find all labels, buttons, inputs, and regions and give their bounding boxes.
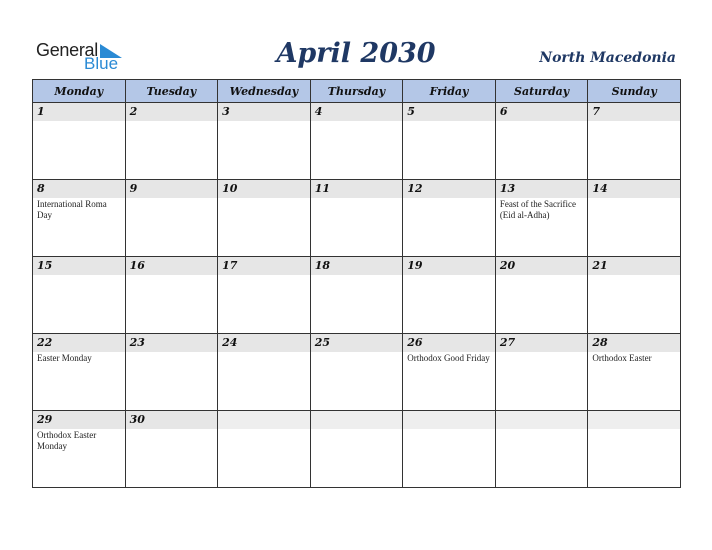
day-number: 23 [126,334,218,352]
calendar-day-cell [495,103,588,180]
holiday-label: Orthodox Easter Monday [37,430,97,451]
day-number: 30 [126,411,218,429]
calendar-day-cell [403,257,496,334]
calendar-day-cell [125,257,218,334]
calendar-day-cell [588,103,681,180]
weekday-header: Tuesday [125,80,218,103]
calendar-day-cell [588,180,681,257]
weekday-header: Saturday [495,80,588,103]
calendar-week-row [33,257,681,334]
day-number [311,411,403,429]
calendar-day-cell [125,334,218,411]
calendar-day-cell [33,257,126,334]
calendar-day-cell [588,411,681,488]
day-number [588,411,680,429]
calendar-day-cell [218,180,311,257]
day-number: 13 [496,180,588,198]
calendar-week-row [33,103,681,180]
day-number: 26 [403,334,495,352]
weekday-header: Thursday [310,80,403,103]
day-number: 24 [218,334,310,352]
day-number: 14 [588,180,680,198]
calendar-day-cell [125,180,218,257]
day-number: 3 [218,103,310,121]
day-number: 7 [588,103,680,121]
holiday-label: International Roma Day [37,199,107,220]
calendar-title: April 2030 [276,38,436,69]
day-number: 9 [126,180,218,198]
day-number [218,411,310,429]
calendar-week-row [33,180,681,257]
day-number: 18 [311,257,403,275]
calendar-week-row [33,411,681,488]
calendar-day-cell [33,334,126,411]
calendar-day-cell [403,411,496,488]
weekday-header: Sunday [588,80,681,103]
day-number: 6 [496,103,588,121]
calendar-day-cell [495,257,588,334]
calendar-day-cell [310,257,403,334]
calendar-day-cell [218,103,311,180]
calendar-week-row [33,334,681,411]
calendar-day-cell [310,334,403,411]
holiday-label: Feast of the Sacrifice (Eid al-Adha) [499,199,577,220]
country-name: North Macedonia [539,50,676,66]
weekday-header-row [33,80,681,103]
day-number: 4 [311,103,403,121]
day-number: 22 [33,334,125,352]
day-number: 8 [33,180,125,198]
day-number: 28 [588,334,680,352]
calendar-day-cell [403,180,496,257]
calendar-day-cell [218,257,311,334]
day-number: 21 [588,257,680,275]
calendar-day-cell [33,180,126,257]
day-number: 27 [496,334,588,352]
weekday-header: Monday [33,80,126,103]
holiday-label: Orthodox Easter [592,353,652,363]
calendar-day-cell [33,411,126,488]
day-number: 11 [311,180,403,198]
holiday-label: Orthodox Good Friday [407,353,490,363]
calendar-day-cell [588,334,681,411]
logo-general-text: General [36,40,98,60]
holiday-label: Easter Monday [37,353,92,363]
calendar-day-cell [125,103,218,180]
calendar-day-cell [495,180,588,257]
day-number: 12 [403,180,495,198]
calendar-day-cell [495,411,588,488]
calendar-day-cell [218,411,311,488]
calendar-day-cell [33,103,126,180]
weekday-header: Friday [403,80,496,103]
calendar-grid [32,79,681,488]
day-number [496,411,588,429]
calendar-day-cell [403,334,496,411]
day-number [403,411,495,429]
day-number: 29 [33,411,125,429]
day-number: 2 [126,103,218,121]
calendar-day-cell [310,411,403,488]
day-number: 16 [126,257,218,275]
calendar-day-cell [310,180,403,257]
day-number: 10 [218,180,310,198]
day-number: 17 [218,257,310,275]
day-number: 5 [403,103,495,121]
calendar-day-cell [588,257,681,334]
calendar-day-cell [125,411,218,488]
day-number: 15 [33,257,125,275]
day-number: 20 [496,257,588,275]
logo-blue-text: Blue [84,54,119,73]
calendar-day-cell [310,103,403,180]
day-number: 25 [311,334,403,352]
day-number: 1 [33,103,125,121]
calendar-day-cell [403,103,496,180]
calendar-day-cell [218,334,311,411]
weekday-header: Wednesday [218,80,311,103]
day-number: 19 [403,257,495,275]
calendar-day-cell [495,334,588,411]
